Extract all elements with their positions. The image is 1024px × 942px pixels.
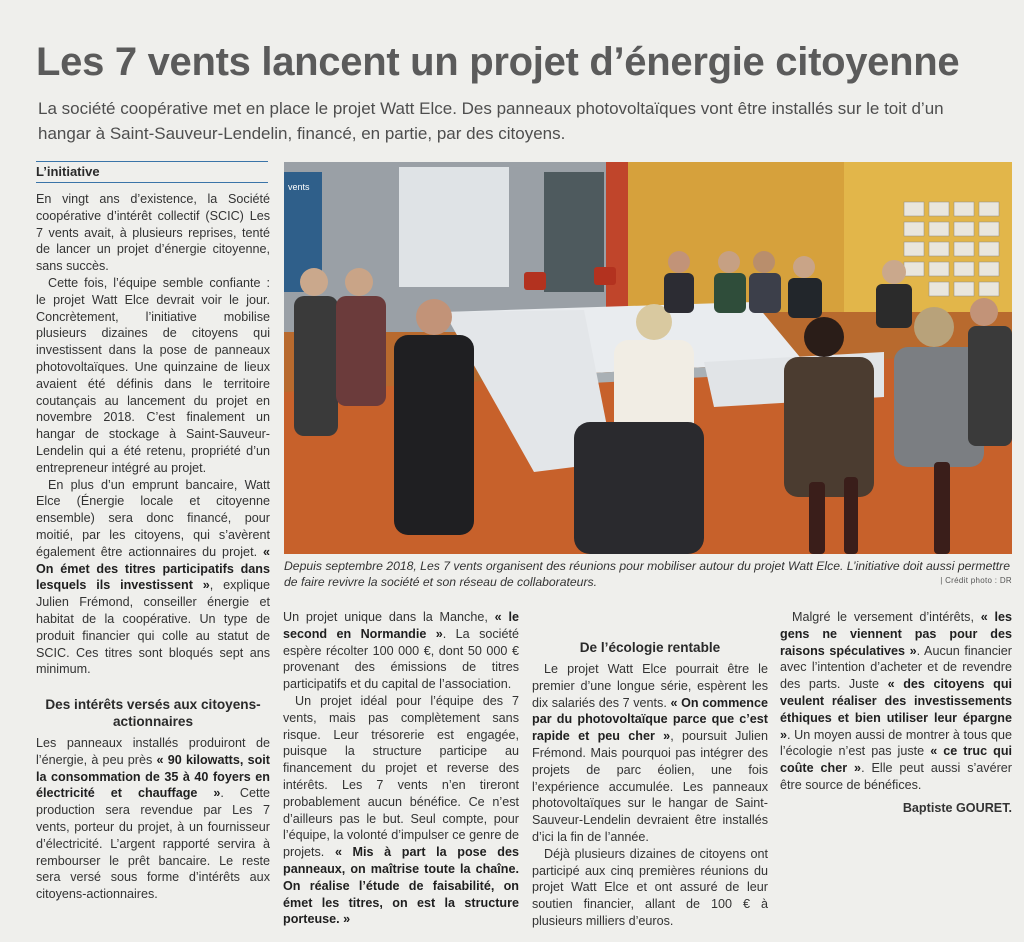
column-2 [283, 609, 519, 928]
paragraph: En vingt ans d’existence, la Société coopérative d’intérêt collectif (SCIC) Les 7 vents avait, à plusieurs reprises, tenté de lancer un projet d’énergie citoyenne, sans succès. [36, 192, 270, 274]
rubric-label: L’initiative [36, 161, 268, 183]
text-run: . Aucun financier avec l’intention d’acheter et de revendre des parts. Juste [780, 643, 1012, 692]
meeting-photo [284, 162, 1012, 554]
quote: « 90 kilowatts, soit la consommation de 35 à 40 foyers en électricité et chauffage » [36, 752, 270, 801]
text-run: , explique Julien Frémond, conseiller énergie et habitat de la coopérative. Un type de produit financier qui colle au statut de SCIC. Ces titres sont bloqués sept ans minimum. [36, 578, 270, 677]
column-3 [532, 609, 768, 930]
quote: « On émet des titres participatifs dans lesquels ils investissent » [36, 544, 270, 593]
text-run: , poursuit Julien Frémond. Mais pourquoi pas intégrer des projets de parc éolien, une fois l’expérience accumulée. Les panneaux photovoltaïques sur le hangar de Saint-Sauveur-Lendelin devraient être installés d’ici la fin de l’année. [532, 729, 768, 844]
column-4 [780, 609, 1012, 817]
headline: Les 7 vents lancent un projet d’énergie citoyenne [36, 40, 960, 84]
paragraph [36, 735, 270, 903]
paragraph: Déjà plusieurs dizaines de citoyens ont participé aux cinq premières réunions du projet Watt Elce et ont assuré de leur soutien financier, allant de 100 € à plusieurs milliers d’euros. [532, 846, 768, 928]
text-run: Un projet unique dans la Manche, [283, 610, 488, 624]
quote: « Mis à part la pose des panneaux, on maîtrise toute la chaîne. On réalise l’étude de faisabilité, on émet les titres, on est la structure porteuse. » [283, 845, 520, 927]
photo-caption: Depuis septembre 2018, Les 7 vents organisent des réunions pour mobiliser autour du projet Watt Elce. L’initiative doit aussi permettre de faire revivre la société et son réseau de collaborateurs. [284, 559, 1011, 589]
paragraph [283, 609, 519, 693]
quote: « ce truc qui coûte cher » [780, 744, 1013, 776]
paragraph [283, 693, 519, 928]
paragraph: Cette fois, l’équipe semble confiante : le projet Watt Elce devrait voir le jour. Concrètement, l’initiative mobilise plusieurs dizaines de citoyens qui investissent dans la pose de panneaux photovoltaïques. Une quinzaine de lieux avaient été définis dans le territoire coutançais au lancement du projet en novembre 2018. C’est finalement un hangar de stockage à Saint-Sauveur-Lendelin qui a été retenu, propriété d’un entrepreneur intégré au projet. [36, 275, 270, 475]
quote: « le second en Normandie » [283, 610, 519, 641]
banner-text: vents [288, 182, 310, 192]
text-run: Les panneaux installés produiront de l’énergie, à peu près [36, 736, 270, 767]
paragraph [780, 609, 1012, 794]
text-run: . La société espère récolter 100 000 €, dont 50 000 € provenant des émissions de titres participatifs et du capital de l’association. [283, 626, 519, 692]
subhead-ecologie: De l’écologie rentable [579, 640, 721, 655]
meeting-photo-illustration [284, 162, 1012, 554]
text-run: . Un moyen aussi de montrer à tous que l’écologie n’est pas juste [780, 727, 1012, 759]
text-run: . Elle peut aussi s’avérer être source de bénéfices. [780, 761, 1012, 792]
text-run: Malgré le versement d’intérêts, [792, 610, 974, 624]
text-run: Un projet idéal pour l’équipe des 7 vents, mais pas complètement sans risque. Leur trésorerie est engagée, puisque la structure participe au financement du projet et reverse des intérêts. Les 7 vents n’en tireront probablement aucun bénéfice. Ce n’est d’ailleurs pas le but. Seul compte, pour l’équipe, la volonté d’impulser ce genre de projets. [283, 693, 519, 860]
subhead-interets: Des intérêts versés aux citoyens-actionnaires [45, 697, 261, 729]
quote: « On commence par du photovoltaïque parce que c’est rapide et peu cher » [532, 695, 769, 744]
text-run: Le projet Watt Elce pourrait être le premier d’une longue série, espèrent les dix salariés des 7 vents. [532, 662, 768, 710]
standfirst: La société coopérative met en place le projet Watt Elce. Des panneaux photovoltaïques vont être installés sur le toit d’un hangar à Saint-Sauveur-Lendelin, financé, en partie, par des citoyens. [38, 99, 944, 143]
photo-credit: | Crédit photo : DR [940, 576, 1012, 585]
text-run: . Cette production sera revendue par Les 7 vents, porteur du projet, à un fournisseur d’électricité. L’argent rapporté servira à rembourser le prêt bancaire. Le reste sera versé sous forme d’intérêts aux citoyens-actionnaires. [36, 786, 270, 902]
paragraph [36, 477, 270, 679]
column-1-continued [36, 696, 270, 903]
text-run: En plus d’un emprunt bancaire, Watt Elce (Énergie locale et citoyenne ensemble) sera donc financé, pour moitié, par les citoyens, qui s’avèrent également être actionnaires du projet. [36, 477, 270, 559]
column-1 [36, 191, 270, 678]
paragraph [532, 661, 768, 846]
quote: « des citoyens qui veulent réaliser des investissements éthiques et bien utiliser leur épargne » [780, 677, 1013, 742]
author-signature: Baptiste GOURET. [902, 800, 1012, 815]
quote: « les gens ne viennent pas pour des raisons spéculatives » [780, 610, 1013, 658]
